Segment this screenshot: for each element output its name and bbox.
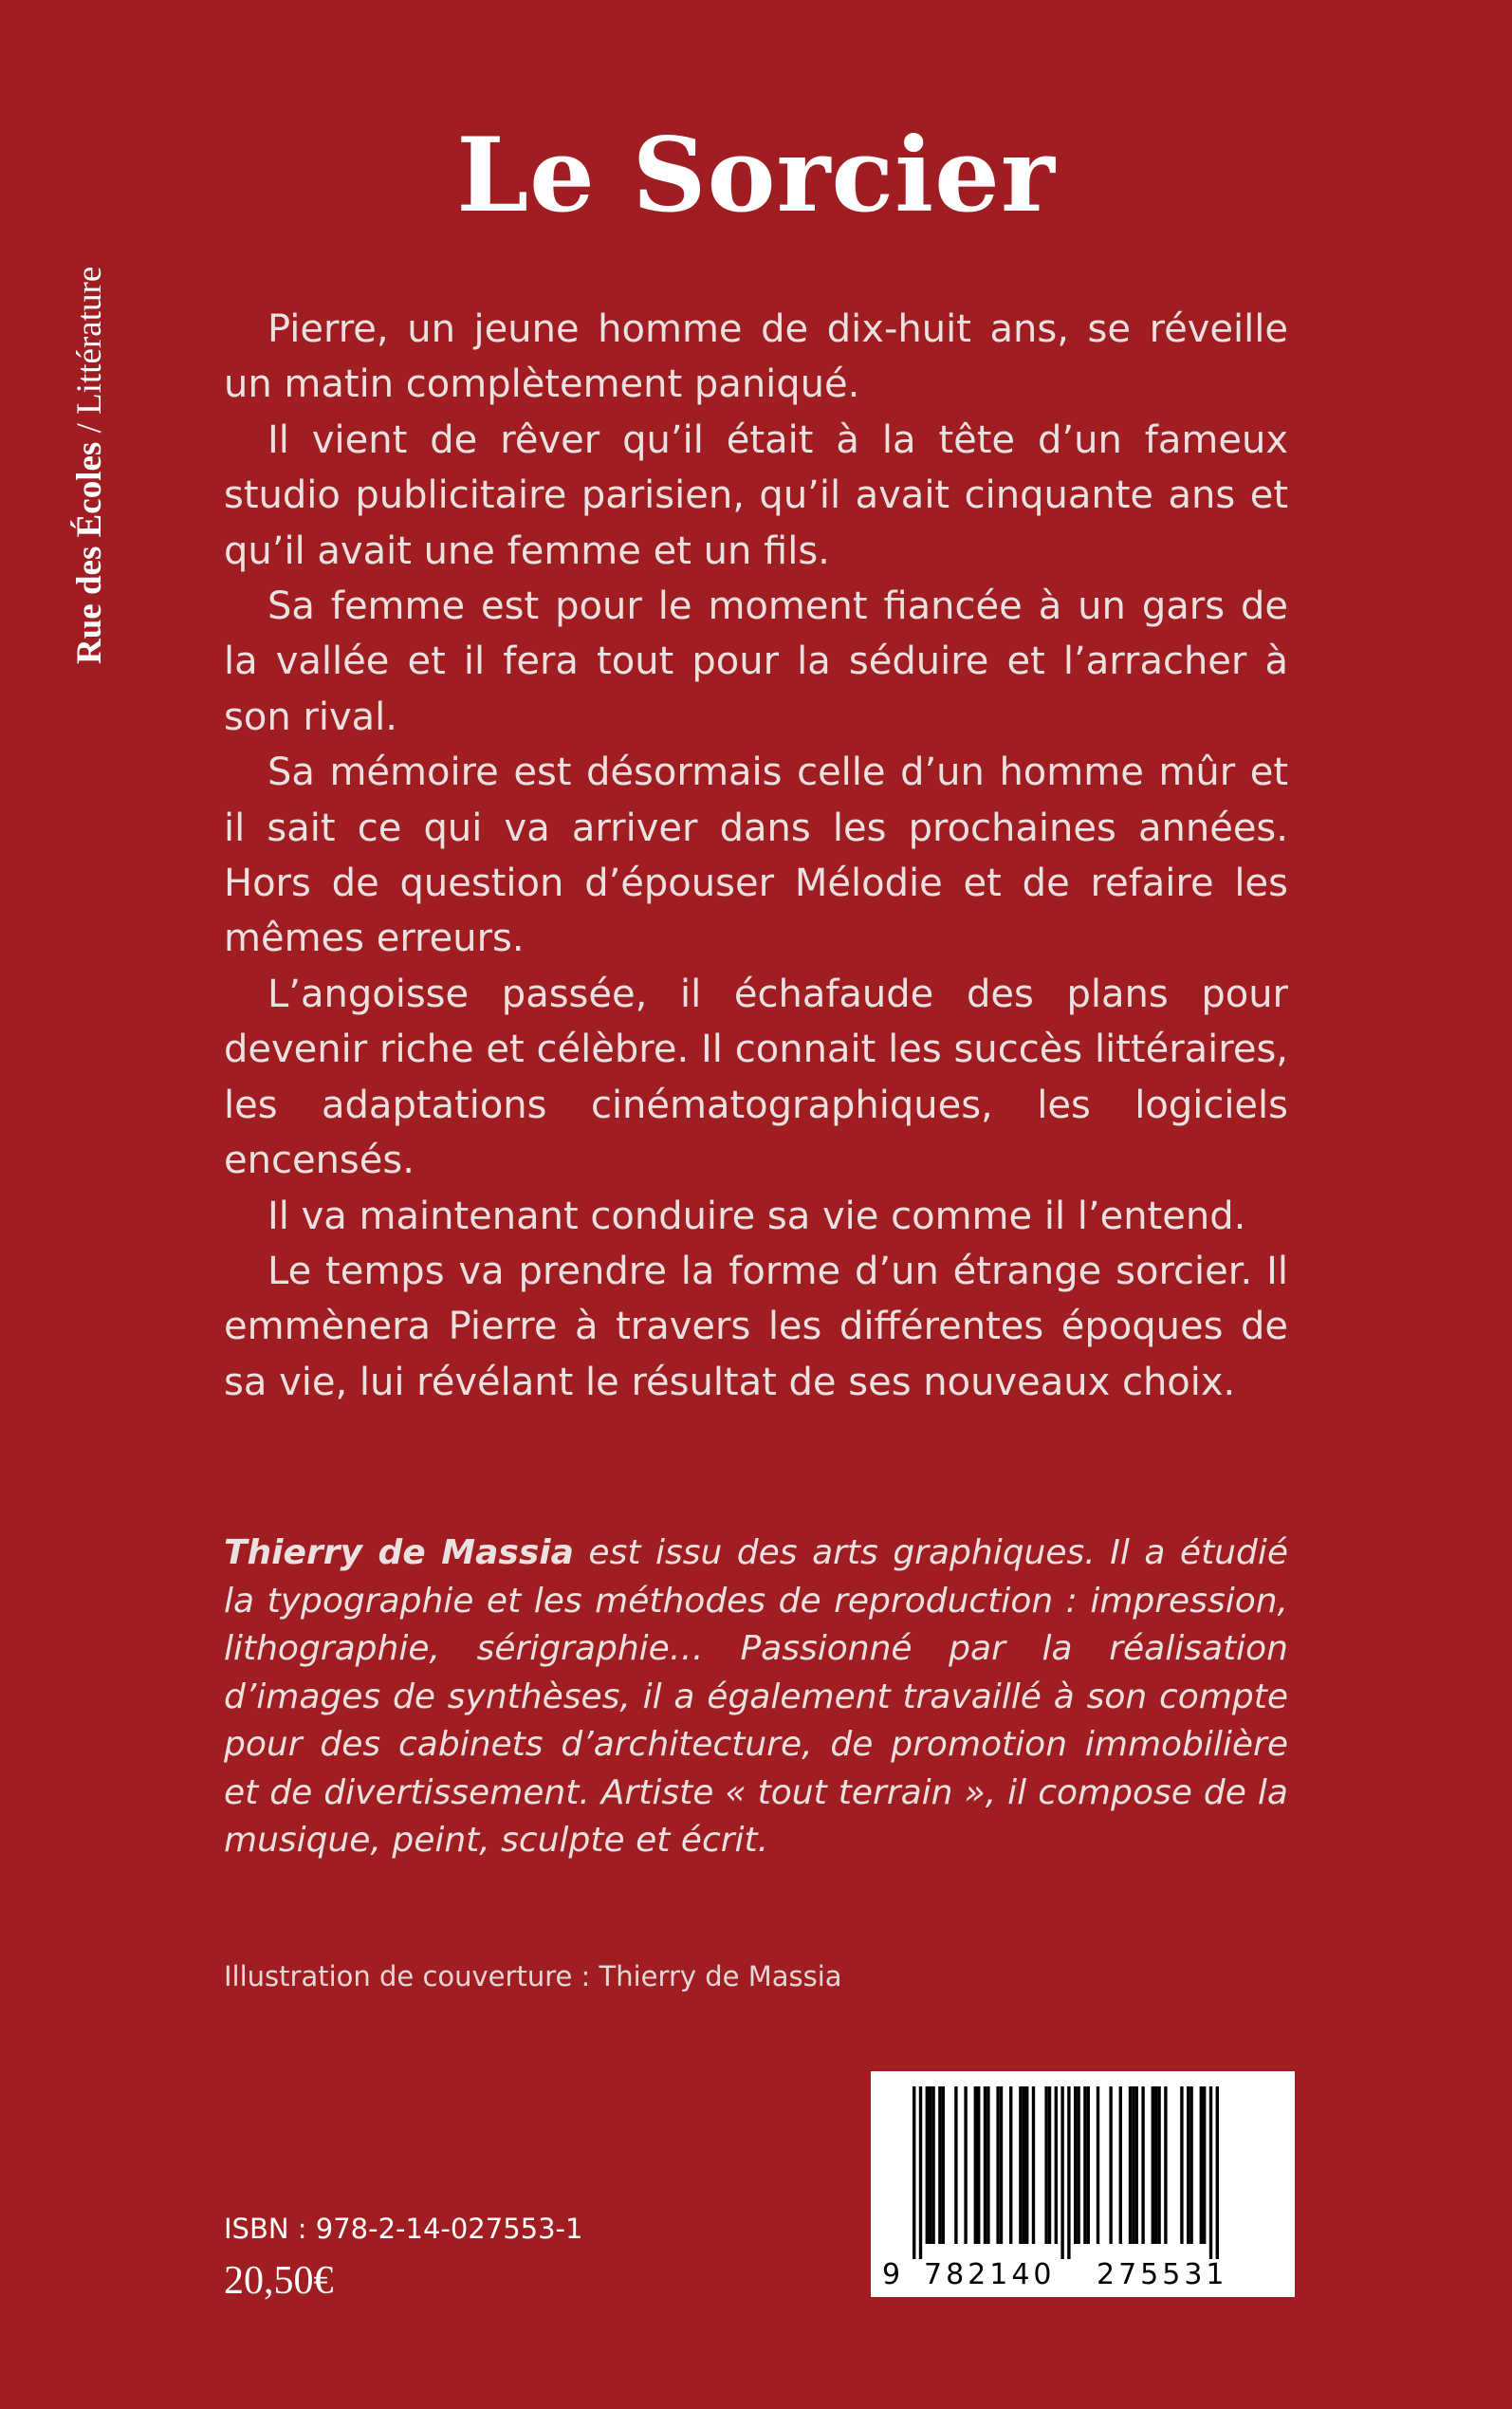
barcode-bar: [1135, 2086, 1138, 2244]
barcode-bar: [926, 2086, 929, 2244]
barcode-bar: [1097, 2086, 1099, 2244]
barcode-guard-bar: [919, 2086, 922, 2259]
synopsis-paragraph: Pierre, un jeune homme de dix-huit ans, se réveille un matin complètement paniqué.: [224, 307, 1288, 407]
price: 20,50€: [224, 2259, 334, 2303]
barcode-bars: [871, 2071, 1295, 2261]
series-separator: /: [70, 414, 109, 442]
barcode-bar: [942, 2086, 945, 2244]
barcode-bar: [1074, 2086, 1077, 2244]
barcode-bar: [938, 2086, 941, 2244]
barcode-bar: [1119, 2086, 1122, 2244]
barcode-bar: [929, 2086, 931, 2244]
barcode-bar: [954, 2086, 957, 2244]
barcode-bar: [977, 2086, 980, 2244]
synopsis-paragraph: Il vient de rêver qu’il était à la tête d’un fameux studio publicitaire parisien, qu’il avait cinquante ans et qu’il avait une femme et un fils.: [224, 417, 1288, 573]
barcode-bar: [1180, 2086, 1183, 2244]
barcode-guard-bar: [913, 2086, 915, 2259]
barcode-bar: [1083, 2086, 1086, 2244]
barcode-bar: [1164, 2086, 1167, 2244]
barcode-right-group: 275531: [1097, 2258, 1228, 2291]
isbn: ISBN : 978-2-14-027553-1: [224, 2213, 583, 2245]
barcode-bar: [1141, 2086, 1144, 2244]
barcode-bar: [996, 2086, 999, 2244]
barcode-guard-bar: [1216, 2086, 1219, 2259]
synopsis-paragraph: Sa mémoire est désormais celle d’un homme mûr et il sait ce qui va arriver dans les prochaines années. Hors de question d’épouser Mélodie et de refaire les mêmes erreurs.: [224, 750, 1288, 961]
barcode-bar: [1077, 2086, 1079, 2244]
synopsis-paragraph: L’angoisse passée, il échafaude des plans pour devenir riche et célèbre. Il connait les succès littéraires, les adaptations cinématographiques, les logiciels encensés.: [224, 972, 1288, 1183]
barcode-left-group: 782140: [924, 2258, 1056, 2291]
barcode-guard-bar: [1209, 2086, 1212, 2259]
barcode-bar: [1019, 2086, 1022, 2244]
barcode-bar: [1055, 2086, 1058, 2244]
author-name: Thierry de Massia: [224, 1533, 574, 1572]
barcode-guard-bar: [1067, 2086, 1070, 2259]
barcode-bar: [1025, 2086, 1028, 2244]
series-name: Rue des Écoles: [70, 441, 109, 664]
barcode-bar: [984, 2086, 986, 2244]
author-bio-text: est issu des arts graphiques. Il a étudié la typographie et les méthodes de reproduction : impression, lithographie, sérigraphie… Passionné par la réalisation d’images de synthèses, il a également travaillé à son compte pour des cabinets d’architecture, de promotion immobilière et de divertissement. Artiste « tout terrain », il compose de la musique, peint, sculpte et écrit.: [224, 1533, 1289, 1860]
barcode-bar: [964, 2086, 967, 2244]
barcode-bar: [1048, 2086, 1051, 2244]
barcode-bar: [1009, 2086, 1012, 2244]
genre-name: Littérature: [70, 266, 109, 415]
barcode-bar: [1129, 2086, 1132, 2244]
barcode-bar: [1152, 2086, 1154, 2244]
barcode-bar: [1023, 2086, 1025, 2244]
barcode-bar: [1032, 2086, 1035, 2244]
barcode-bar: [986, 2086, 989, 2244]
barcode-bar: [1044, 2086, 1047, 2244]
barcode-bar: [1157, 2086, 1160, 2244]
synopsis: [224, 302, 1288, 1410]
barcode: [871, 2071, 1295, 2297]
barcode-bar: [1000, 2086, 1003, 2244]
barcode-bar: [1087, 2086, 1090, 2244]
barcode-bar: [1154, 2086, 1157, 2244]
barcode-bar: [1132, 2086, 1134, 2244]
barcode-first-digit: 9: [882, 2258, 901, 2291]
barcode-bar: [1189, 2086, 1192, 2244]
barcode-digits: [871, 2257, 1295, 2293]
barcode-bar: [931, 2086, 934, 2244]
synopsis-paragraph: Sa femme est pour le moment fiancée à un gars de la vallée et il fera tout pour la séduire et l’arracher à son rival.: [224, 584, 1288, 739]
barcode-bar: [974, 2086, 977, 2244]
barcode-bar: [1109, 2086, 1112, 2244]
book-title: Le Sorcier: [456, 116, 1056, 235]
barcode-bar: [1203, 2086, 1206, 2244]
synopsis-paragraph: Il va maintenant conduire sa vie comme il l’entend.: [267, 1194, 1246, 1238]
barcode-guard-bar: [1060, 2086, 1063, 2259]
author-bio: [224, 1529, 1288, 1865]
barcode-bar: [1187, 2086, 1189, 2244]
illustration-credit: Illustration de couverture : Thierry de Massia: [224, 1960, 842, 1992]
synopsis-paragraph: Le temps va prendre la forme d’un étrange sorcier. Il emmènera Pierre à travers les différentes époques de sa vie, lui révélant le résultat de ses nouveaux choix.: [224, 1249, 1288, 1404]
barcode-bar: [1200, 2086, 1203, 2244]
